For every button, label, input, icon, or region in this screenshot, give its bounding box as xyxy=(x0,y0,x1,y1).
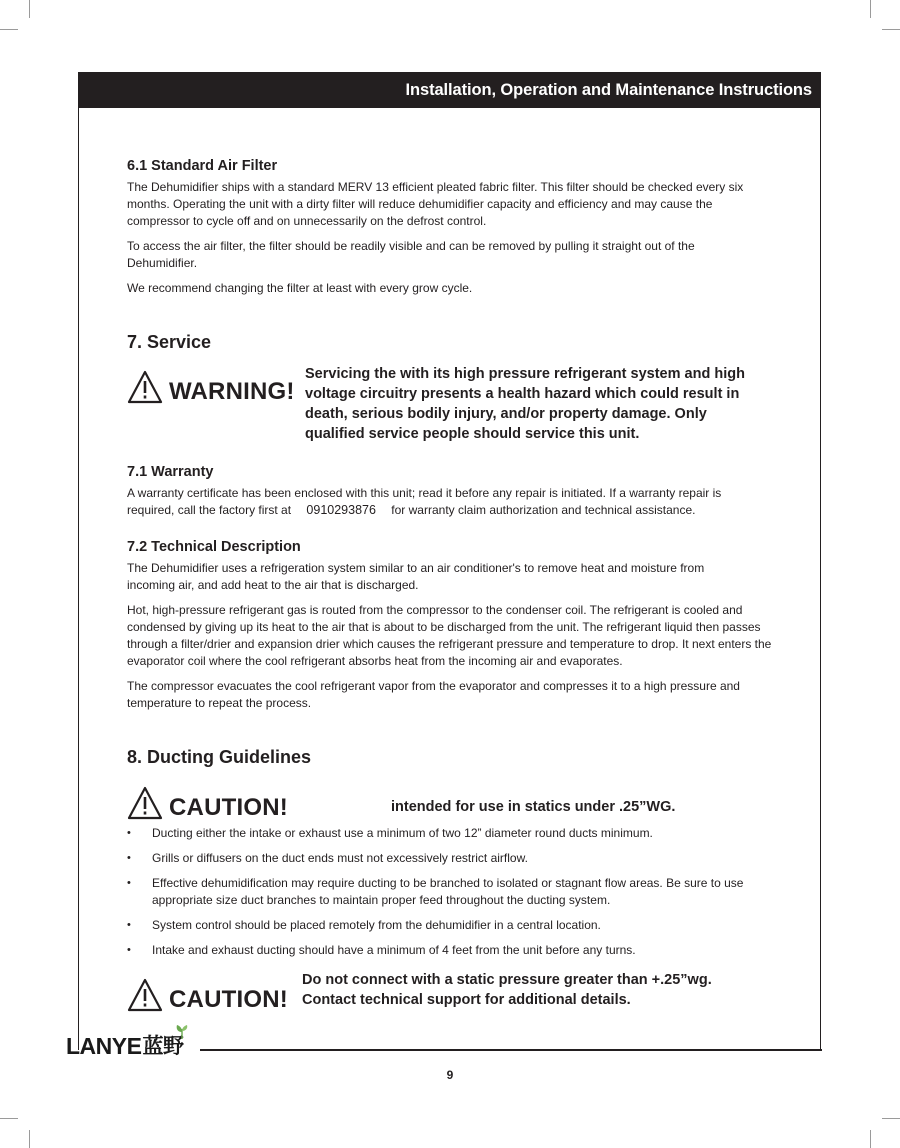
crop-mark xyxy=(29,0,30,18)
paragraph: We recommend changing the filter at least with every grow cycle. xyxy=(127,281,473,295)
paragraph: The Dehumidifier ships with a standard MERV 13 efficient pleated fabric filter. This filter should be checked every six months. Operating the unit with a dirty filter will reduce dehumidifier capacity and efficiency and may cause the compressor to cycle off and on unnecessarily on the defrost control. xyxy=(127,180,744,228)
header-bar xyxy=(78,72,821,108)
list-item: • Grills or diffusers on the duct ends must not excessively restrict airflow. xyxy=(127,850,757,867)
section-title: 8. Ducting Guidelines xyxy=(127,747,312,767)
crop-mark xyxy=(882,1118,900,1119)
logo-cjk: 蓝野 xyxy=(142,1034,184,1058)
crop-mark xyxy=(0,1118,18,1119)
paragraph: The compressor evacuates the cool refrigerant vapor from the evaporator and compresses it to a high pressure and temperature to repeat the process. xyxy=(127,679,740,710)
section-6-1 xyxy=(127,158,777,297)
page-number: 9 xyxy=(446,1068,454,1082)
paragraph xyxy=(127,485,742,519)
caution-text: intended for use in statics under .25”WG. xyxy=(391,799,676,815)
crop-mark xyxy=(29,1130,30,1148)
warning-triangle-icon xyxy=(127,786,163,820)
footer-rule xyxy=(200,1049,822,1051)
caution-sign xyxy=(127,976,288,1014)
list-item: • Ducting either the intake or exhaust use a minimum of two 12” diameter round ducts minimum. xyxy=(127,825,757,842)
factory-phone: 0910293876 xyxy=(306,503,376,517)
logo-text: LANYE xyxy=(66,1033,142,1059)
warning-text: Servicing the with its high pressure refrigerant system and high voltage circuitry presents a health hazard which could result in death, serious bodily injury, and/or property damage. Only qualified service people should service this unit. xyxy=(305,366,745,442)
header-title: Installation, Operation and Maintenance Instructions xyxy=(405,80,812,99)
caution-label: CAUTION! xyxy=(169,986,288,1013)
paragraph: To access the air filter, the filter should be readily visible and can be removed by pulling it straight out of the Dehumidifier. xyxy=(127,239,695,270)
list-item: • Effective dehumidification may require ducting to be branched to isolated or stagnant flow areas. Be sure to use appropriate size duct branches to maintain proper feed throughout the ducting system. xyxy=(127,875,757,909)
list-item: • System control should be placed remotely from the dehumidifier in a central location. xyxy=(127,917,757,934)
warranty-text-end: for warranty claim authorization and technical assistance. xyxy=(391,503,696,517)
section-title: 6.1 Standard Air Filter xyxy=(127,158,278,174)
crop-mark xyxy=(0,29,18,30)
warning-triangle-icon xyxy=(127,978,163,1012)
caution-sign xyxy=(127,784,288,822)
caution-label: CAUTION! xyxy=(169,794,288,821)
section-title: 7.2 Technical Description xyxy=(127,539,301,555)
brand-logo xyxy=(66,1024,189,1060)
leaf-icon xyxy=(175,1024,189,1040)
warning-triangle-icon xyxy=(127,370,163,404)
section-title: 7.1 Warranty xyxy=(127,464,214,480)
warning-sign xyxy=(127,368,295,406)
crop-mark xyxy=(870,0,871,18)
warning-label: WARNING! xyxy=(169,378,295,405)
section-title: 7. Service xyxy=(127,332,212,352)
paragraph: Hot, high-pressure refrigerant gas is routed from the compressor to the condenser coil. The refrigerant is cooled and condensed by giving up its heat to the air that is about to be discharged from the unit. The refrigerant liquid then passes through a filter/drier and expansion drier which causes the refrigerant pressure and temperature to drop. It next enters the evaporator coil where the cool refrigerant absorbs heat from the incoming air and evaporates. xyxy=(127,603,772,668)
section-7-2 xyxy=(127,539,777,712)
crop-mark xyxy=(870,1130,871,1148)
caution-text: Do not connect with a static pressure greater than +.25”wg. Contact technical support for additional details. xyxy=(302,972,712,1008)
list-item: • Intake and exhaust ducting should have a minimum of 4 feet from the unit before any turns. xyxy=(127,942,757,959)
warranty-text-start: A warranty certificate has been enclosed with this unit; read it before any repair is initiated. If a warranty repair is required, call the factory first at xyxy=(127,486,722,517)
ducting-bullet-list xyxy=(127,825,757,967)
crop-mark xyxy=(882,29,900,30)
section-7-1 xyxy=(127,464,777,519)
paragraph: The Dehumidifier uses a refrigeration system similar to an air conditioner's to remove heat and moisture from incoming air, and add heat to the air that is discharged. xyxy=(127,561,705,592)
